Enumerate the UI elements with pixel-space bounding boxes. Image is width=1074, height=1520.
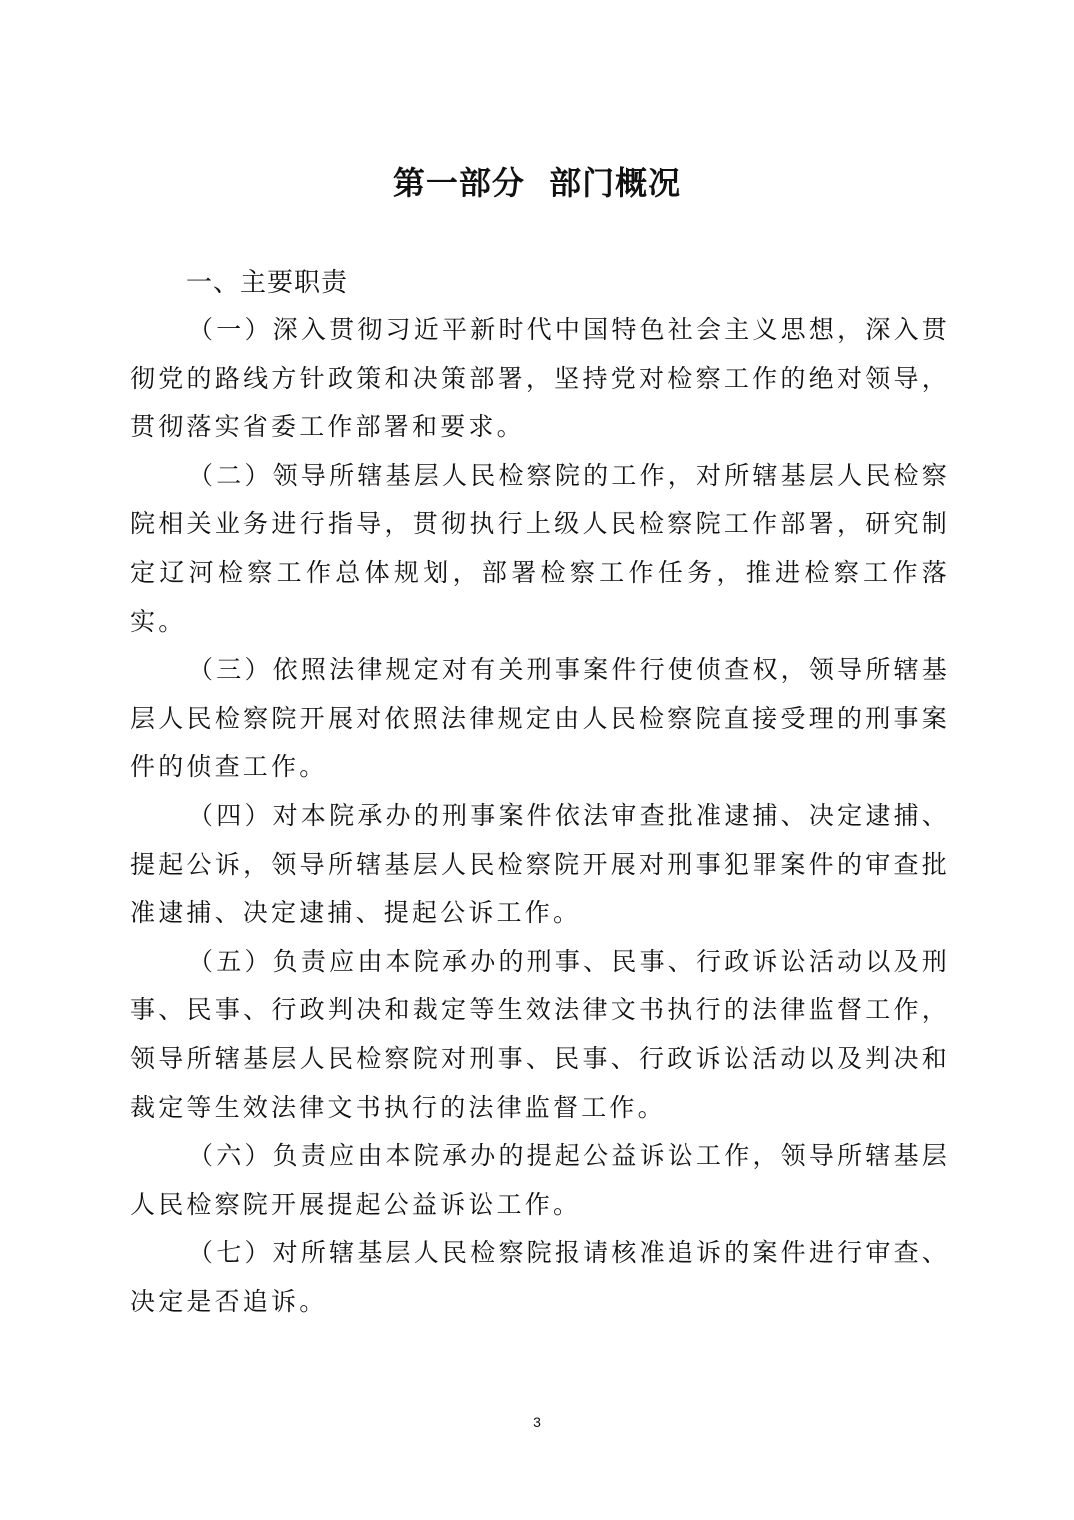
- page-title: 第一部分 部门概况: [392, 164, 682, 202]
- paragraph-5: （五）负责应由本院承办的刑事、民事、行政诉讼活动以及刑事、民事、行政判决和裁定等生效法律文书执行的法律监督工作，领导所辖基层人民检察院对刑事、民事、行政诉讼活动以及判决和裁定等生效法律文书执行的法律监督工作。: [130, 946, 950, 1122]
- paragraph-7: （七）对所辖基层人民检察院报请核准追诉的案件进行审查、决定是否追诉。: [130, 1238, 950, 1316]
- section-heading: 一、主要职责: [186, 268, 349, 298]
- paragraph-6: （六）负责应由本院承办的提起公益诉讼工作，领导所辖基层人民检察院开展提起公益诉讼工作。: [130, 1141, 950, 1219]
- paragraph-2: （二）领导所辖基层人民检察院的工作，对所辖基层人民检察院相关业务进行指导，贯彻执行上级人民检察院工作部署，研究制定辽河检察工作总体规划，部署检察工作任务，推进检察工作落实。: [130, 460, 950, 636]
- paragraph-1: （一）深入贯彻习近平新时代中国特色社会主义思想，深入贯彻党的路线方针政策和决策部署，坚持党对检察工作的绝对领导，贯彻落实省委工作部署和要求。: [130, 315, 950, 442]
- body-text: [130, 306, 950, 1326]
- paragraph-4: （四）对本院承办的刑事案件依法审查批准逮捕、决定逮捕、提起公诉，领导所辖基层人民检察院开展对刑事犯罪案件的审查批准逮捕、决定逮捕、提起公诉工作。: [130, 800, 950, 928]
- paragraph-3: （三）依照法律规定对有关刑事案件行使侦查权，领导所辖基层人民检察院开展对依照法律规定由人民检察院直接受理的刑事案件的侦查工作。: [130, 655, 950, 782]
- page-number: 3: [533, 1414, 541, 1430]
